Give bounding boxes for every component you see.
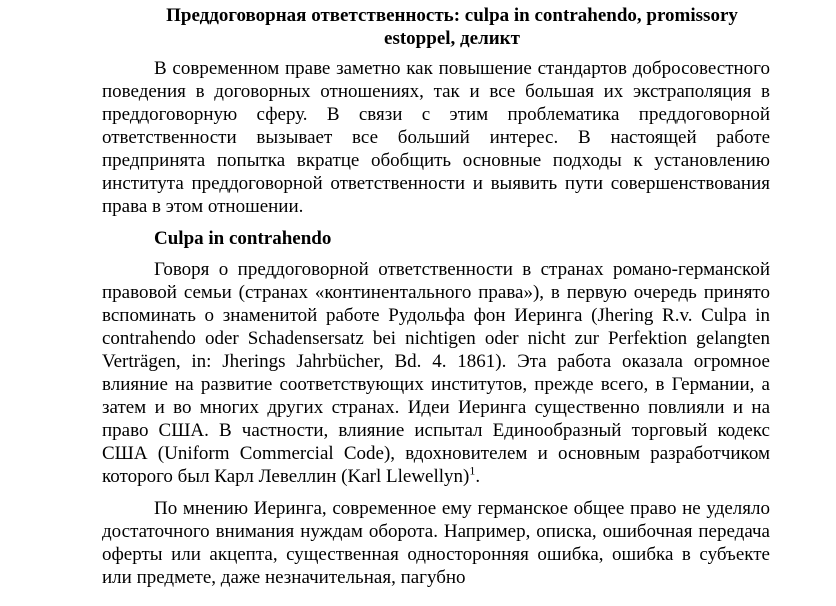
section-heading-culpa: Culpa in contrahendo (154, 228, 332, 249)
paragraph-jhering (102, 258, 770, 488)
paragraph-jhering-end: . (475, 466, 481, 487)
paragraph-jhering-opinion: По мнению Иеринга, современное ему германское общее право не уделяло достаточного внимания нуждам оборота. Например, описка, ошибочная передача оферты или акцепта, существенная односторонняя ошибка, ошибка в субъекте или предмете, даже незначительная, пагубно (102, 498, 770, 588)
footnote-reference[interactable]: 1 (469, 463, 476, 478)
paragraph-jhering-text: Говоря о преддоговорной ответственности в странах романо-германской правовой семьи (странах «континентального права»), в первую очередь принято вспоминать о знаменитой работе Рудольфа фон Иеринга (Jhering R.v. Culpa in contrahendo oder Schadensersatz bei nichtigen oder nicht zur Perfektion gelangten Verträgen, in: Jherings Jahrbücher, Bd. 4. 1861). Эта работа оказала огромное влияние на развитие соответствующих институтов, прежде всего, в Германии, а затем и во многих других странах. Идеи Иеринга существенно повлияли и на право США. В частности, влияние испытал Единообразный торговый кодекс США (Uniform Commercial Code), вдохновителем и основным разработчиком которого был Карл Левеллин (Karl Llewellyn) (102, 259, 770, 487)
document-page (102, 4, 770, 589)
document-title: Преддоговорная ответственность: culpa in contrahendo, promissory estoppel, деликт (166, 5, 738, 49)
paragraph-intro: В современном праве заметно как повышение стандартов добросовестного поведения в договорных отношениях, так и все большая их экстраполяция в преддоговорную сферу. В связи с этим проблематика преддоговорной ответственности вызывает все больший интерес. В настоящей работе предпринята попытка вкратце обобщить основные подходы к установлению института преддоговорной ответственности и выявить пути совершенствования права в этом отношении. (102, 58, 770, 217)
